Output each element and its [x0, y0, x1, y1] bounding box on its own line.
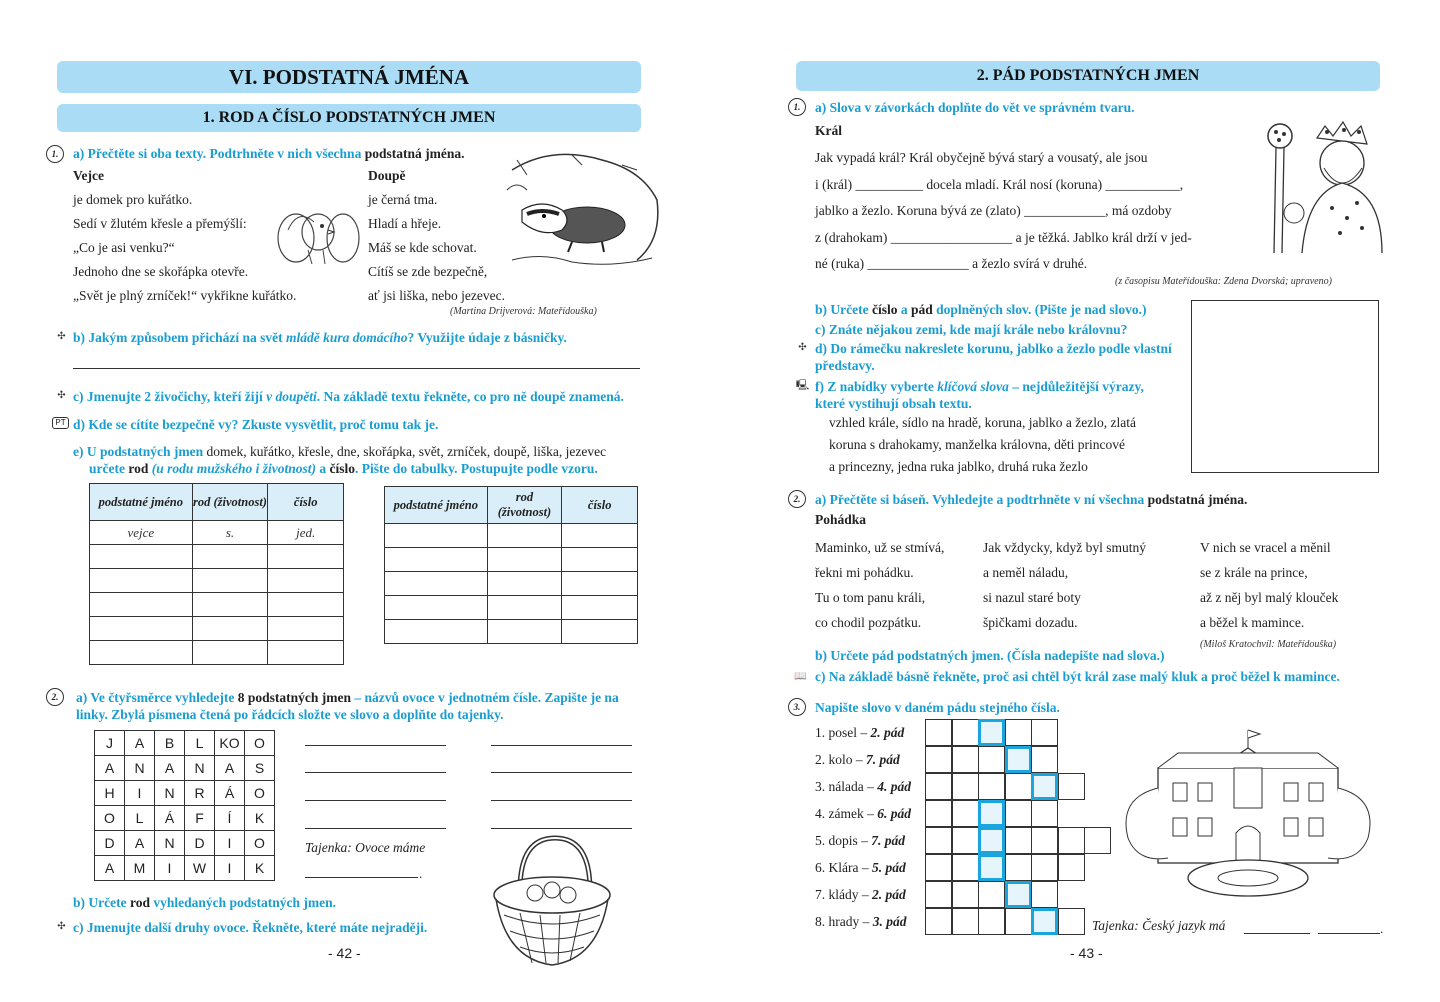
- crossword-cell[interactable]: [1058, 854, 1085, 881]
- task-1d: d) Do rámečku nakreslete korunu, jablko a žezlo podle vlastní představy.: [815, 341, 1172, 373]
- table-cell[interactable]: [192, 545, 268, 569]
- crossword-cell[interactable]: [925, 881, 952, 908]
- crossword-cell[interactable]: [1058, 827, 1085, 854]
- exercise-number: 3.: [788, 698, 806, 716]
- crossword-cell[interactable]: [952, 827, 979, 854]
- puzzle-icon: ✣: [57, 390, 66, 401]
- crossword-cell[interactable]: [1031, 854, 1058, 881]
- table-cell: vejce: [90, 521, 193, 545]
- crossword-secret-cell[interactable]: [1005, 881, 1032, 908]
- letter-cell[interactable]: O: [245, 831, 275, 856]
- story-line: Jak vypadá král? Král obyčejně bývá starý a vousatý, ale jsou: [815, 150, 1148, 165]
- exercise-number: 1.: [788, 98, 806, 116]
- table-cell: jed.: [268, 521, 344, 545]
- castle-illustration: [1118, 728, 1386, 903]
- crossword-cell[interactable]: [925, 800, 952, 827]
- table-cell[interactable]: [487, 596, 562, 620]
- crossword-cell[interactable]: [952, 908, 979, 935]
- letter-cell[interactable]: O: [245, 781, 275, 806]
- task-2c: c) Jmenujte další druhy ovoce. Řekněte, které máte nejraději.: [73, 920, 428, 935]
- crossword-cell[interactable]: [1005, 854, 1032, 881]
- crossword-cell[interactable]: [925, 773, 952, 800]
- crossword-secret-cell[interactable]: [1005, 746, 1032, 773]
- text-line: co chodil pozpátku.: [815, 615, 922, 630]
- letter-cell[interactable]: I: [215, 831, 245, 856]
- crossword-secret-cell[interactable]: [978, 827, 1005, 854]
- table-cell[interactable]: [268, 569, 344, 593]
- letter-cell[interactable]: D: [185, 831, 215, 856]
- answer-line[interactable]: [491, 745, 632, 746]
- crossword-cell[interactable]: [952, 746, 979, 773]
- table-cell[interactable]: [268, 593, 344, 617]
- letter-cell[interactable]: O: [245, 731, 275, 756]
- crossword-grid: [925, 719, 1125, 939]
- crossword-cell[interactable]: [1031, 827, 1058, 854]
- crossword-cell[interactable]: [1005, 827, 1032, 854]
- task-1b: b) Jakým způsobem přichází na svět mládě kura domácího? Využijte údaje z básničky.: [73, 330, 567, 345]
- text-line: Hladí a hřeje.: [368, 216, 442, 231]
- table-cell[interactable]: [487, 548, 562, 572]
- table-cell[interactable]: [562, 620, 638, 644]
- letter-cell[interactable]: A: [215, 756, 245, 781]
- crossword-cell[interactable]: [978, 773, 1005, 800]
- crossword-cell[interactable]: [1058, 908, 1085, 935]
- letter-cell[interactable]: A: [95, 756, 125, 781]
- letter-cell[interactable]: A: [125, 831, 155, 856]
- crossword-cell[interactable]: [925, 746, 952, 773]
- letter-cell[interactable]: K: [245, 856, 275, 881]
- text-line: Cítíš se zde bezpečně,: [368, 264, 488, 279]
- answer-line[interactable]: [305, 745, 446, 746]
- task-1c: c) Jmenujte 2 živočichy, kteří žijí v doupěti. Na základě textu řekněte, co pro ně doupě znamená.: [73, 389, 624, 404]
- puzzle-icon: ✣: [798, 342, 807, 353]
- answer-line[interactable]: [305, 800, 446, 801]
- task-2a: a) Ve čtyřsměrce vyhledejte 8 podstatných jmen – názvů ovoce v jednotném čísle. Zapište je na linky. Zbylá písmena čtená po řádcích složte ve slovo a doplňte do tajenky.: [76, 690, 619, 722]
- task-1c: c) Znáte nějakou zemi, kde mají krále nebo královnu?: [815, 322, 1128, 337]
- task-1a: a) Přečtěte si oba texty. Podtrhněte v nich všechna podstatná jména.: [73, 146, 465, 161]
- poem-column: [815, 535, 944, 635]
- period: .: [1380, 921, 1384, 936]
- table-cell[interactable]: [90, 617, 193, 641]
- keyword-list: [829, 412, 1136, 478]
- letter-cell[interactable]: O: [95, 806, 125, 831]
- text-line: V nich se vracel a měnil: [1200, 540, 1331, 555]
- answer-line[interactable]: [491, 828, 632, 829]
- crossword-cell[interactable]: [1031, 719, 1058, 746]
- table-header: rod (životnost): [192, 484, 268, 521]
- clue-word: 5. dopis –: [815, 833, 872, 848]
- text-line: je domek pro kuřátko.: [73, 192, 193, 207]
- story-title: Král: [815, 123, 842, 138]
- clue-word: 2. kolo –: [815, 752, 867, 767]
- letter-cell[interactable]: I: [125, 781, 155, 806]
- text-line: a princezny, jedna ruka jablko, druhá ruka žezlo: [829, 459, 1088, 474]
- puzzle-icon: ✣: [57, 331, 66, 342]
- text-line: a neměl náladu,: [983, 565, 1069, 580]
- poem-title: Vejce: [73, 168, 104, 183]
- crossword-cell[interactable]: [952, 800, 979, 827]
- crossword-cell[interactable]: [1058, 773, 1085, 800]
- word-list: [815, 719, 911, 935]
- crossword-secret-cell[interactable]: [978, 800, 1005, 827]
- crossword-clue: [815, 827, 911, 854]
- clue-case: 6. pád: [877, 806, 911, 821]
- crossword-cell[interactable]: [1084, 827, 1111, 854]
- table-header: podstatné jméno: [90, 484, 193, 521]
- story-line: z (drahokam) __________________ a je těžká. Jablko král drží v jed-: [815, 229, 1192, 245]
- table-header: číslo: [268, 484, 344, 521]
- puzzle-icon: ✣: [57, 921, 66, 932]
- tajenka-line[interactable]: [305, 877, 418, 878]
- section-title: 1. ROD A ČÍSLO PODSTATNÝCH JMEN: [57, 104, 641, 132]
- table-cell[interactable]: [268, 617, 344, 641]
- story-line: jablko a žezlo. Koruna bývá ze (zlato) ____________, má ozdoby: [815, 203, 1172, 218]
- task-1d: d) Kde se cítíte bezpečně vy? Zkuste vysvětlit, proč tomu tak je.: [73, 417, 439, 432]
- letter-cell[interactable]: F: [185, 806, 215, 831]
- crossword-cell[interactable]: [925, 854, 952, 881]
- crossword-cell[interactable]: [978, 908, 1005, 935]
- letter-cell[interactable]: Á: [215, 781, 245, 806]
- crossword-cell[interactable]: [1005, 908, 1032, 935]
- crossword-cell[interactable]: [952, 881, 979, 908]
- poem-text: [73, 188, 296, 308]
- page-title: 2. PÁD PODSTATNÝCH JMEN: [796, 61, 1380, 91]
- poem-title: Doupě: [368, 168, 406, 183]
- task-1f: f) Z nabídky vyberte klíčová slova – nejdůležitější výrazy, které vystihují obsah textu.: [815, 379, 1144, 411]
- letter-cell[interactable]: I: [215, 856, 245, 881]
- text-line: koruna s drahokamy, manželka královna, děti princové: [829, 437, 1126, 452]
- clue-case: 5. pád: [871, 860, 906, 875]
- computer-icon: 🖳: [795, 380, 810, 391]
- crossword-clue: [815, 854, 911, 881]
- crossword-clue: [815, 881, 911, 908]
- table-cell[interactable]: [487, 524, 562, 548]
- crossword-cell[interactable]: [1031, 746, 1058, 773]
- badger-illustration: [502, 150, 660, 270]
- answer-table: [89, 483, 344, 665]
- story-text: [815, 145, 1237, 278]
- chick-illustration: [268, 200, 363, 268]
- crossword-cell[interactable]: [925, 719, 952, 746]
- clue-case: 2. pád: [872, 887, 906, 902]
- task-3: Napište slovo v daném pádu stejného čísla.: [815, 700, 1060, 715]
- tajenka-line[interactable]: [1318, 933, 1380, 934]
- exercise-number: 1.: [46, 145, 64, 163]
- crossword-cell[interactable]: [952, 719, 979, 746]
- answer-line[interactable]: [491, 772, 632, 773]
- basket-illustration: [490, 835, 618, 970]
- story-line: né (ruka) _______________ a žezlo svírá v druhé.: [815, 256, 1088, 271]
- poem-text: [368, 188, 505, 308]
- poem-column: [983, 535, 1146, 635]
- letter-cell[interactable]: N: [155, 781, 185, 806]
- table-cell[interactable]: [385, 572, 488, 596]
- crossword-cell[interactable]: [1031, 800, 1058, 827]
- clue-word: 3. nálada –: [815, 779, 878, 794]
- text-line: a běžel k mamince.: [1200, 615, 1305, 630]
- clue-word: 8. hrady –: [815, 914, 873, 929]
- crossword-cell[interactable]: [925, 908, 952, 935]
- letter-cell[interactable]: N: [155, 831, 185, 856]
- story-line: i (král) __________ docela mladí. Král nosí (koruna) ___________,: [815, 176, 1184, 192]
- answer-line[interactable]: [305, 772, 446, 773]
- table-cell[interactable]: [487, 572, 562, 596]
- crossword-clue: [815, 773, 911, 800]
- task-1b: b) Určete číslo a pád doplněných slov. (Pište je nad slovo.): [815, 302, 1147, 317]
- task-2c: c) Na základě básně řekněte, proč asi chtěl být král zase malý kluk a proč běžel k mamince.: [815, 669, 1340, 684]
- exercise-number: 2.: [788, 490, 806, 508]
- text-line: špičkami dozadu.: [983, 615, 1078, 630]
- tajenka-label: Tajenka: Český jazyk má: [1092, 918, 1226, 933]
- source-citation: (Martina Drijverová: Mateřídouška): [450, 306, 597, 317]
- crossword-cell[interactable]: [1005, 719, 1032, 746]
- tajenka-line[interactable]: [1244, 933, 1310, 934]
- crossword-cell[interactable]: [1031, 881, 1058, 908]
- text-line: Sedí v žlutém křesle a přemýšlí:: [73, 216, 247, 231]
- text-line: až z něj byl malý klouček: [1200, 590, 1339, 605]
- clue-word: 6. Klára –: [815, 860, 872, 875]
- text-line: Máš se kde schovat.: [368, 240, 477, 255]
- page-number: - 43 -: [1070, 945, 1103, 961]
- text-line: Maminko, už se stmívá,: [815, 540, 945, 555]
- text-line: vzhled krále, sídlo na hradě, koruna, jablko a žezlo, zlatá: [829, 415, 1136, 430]
- text-line: Jak vždycky, když byl smutný: [983, 540, 1146, 555]
- table-cell[interactable]: [562, 524, 638, 548]
- task-1a: a) Slova v závorkách doplňte do vět ve správném tvaru.: [815, 100, 1135, 115]
- table-cell[interactable]: [385, 524, 488, 548]
- source-citation: (z časopisu Mateřídouška: Zdena Dvorská; upraveno): [1115, 276, 1332, 287]
- table-cell[interactable]: [562, 572, 638, 596]
- clue-case: 2. pád: [870, 725, 905, 740]
- tajenka-label: Tajenka: Ovoce máme: [305, 840, 426, 855]
- text-line: ať jsi liška, nebo jezevec.: [368, 288, 505, 303]
- word-search-grid: [94, 730, 275, 881]
- clue-word: 4. zámek –: [815, 806, 878, 821]
- drawing-frame[interactable]: [1191, 300, 1379, 473]
- table-cell[interactable]: [90, 545, 193, 569]
- table-header: rod (životnost): [487, 487, 562, 524]
- answer-line[interactable]: [491, 800, 632, 801]
- crossword-cell[interactable]: [1005, 773, 1032, 800]
- letter-cell[interactable]: A: [95, 856, 125, 881]
- clue-case: 7. pád: [871, 833, 906, 848]
- letter-cell[interactable]: K: [245, 806, 275, 831]
- table-cell[interactable]: [192, 617, 268, 641]
- table-cell[interactable]: [268, 641, 344, 665]
- letter-cell[interactable]: B: [155, 731, 185, 756]
- letter-cell[interactable]: L: [125, 806, 155, 831]
- text-line: „Svět je plný zrníček!“ vykřikne kuřátko.: [73, 288, 297, 303]
- clue-case: 4. pád: [877, 779, 911, 794]
- letter-cell[interactable]: I: [155, 856, 185, 881]
- letter-cell[interactable]: A: [155, 756, 185, 781]
- crossword-secret-cell[interactable]: [978, 719, 1005, 746]
- page-title: VI. PODSTATNÁ JMÉNA: [57, 61, 641, 93]
- crossword-clue: [815, 719, 911, 746]
- table-cell[interactable]: [90, 569, 193, 593]
- clue-case: 3. pád: [872, 914, 907, 929]
- table-cell[interactable]: [192, 641, 268, 665]
- table-cell[interactable]: [90, 641, 193, 665]
- crossword-clue: [815, 746, 911, 773]
- table-cell[interactable]: [268, 545, 344, 569]
- crossword-cell[interactable]: [925, 827, 952, 854]
- answer-line[interactable]: [73, 368, 640, 369]
- letter-cell[interactable]: W: [185, 856, 215, 881]
- crossword-cell[interactable]: [952, 773, 979, 800]
- table-cell[interactable]: [385, 548, 488, 572]
- crossword-cell[interactable]: [978, 881, 1005, 908]
- table-cell[interactable]: [385, 596, 488, 620]
- clue-case: 7. pád: [866, 752, 900, 767]
- crossword-clue: [815, 908, 911, 935]
- poem-title: Pohádka: [815, 512, 867, 527]
- task-2b: b) Určete rod vyhledaných podstatných jmen.: [73, 895, 337, 910]
- crossword-cell[interactable]: [952, 854, 979, 881]
- table-cell[interactable]: [192, 569, 268, 593]
- letter-cell[interactable]: A: [125, 731, 155, 756]
- crossword-cell[interactable]: [1005, 800, 1032, 827]
- letter-cell[interactable]: H: [95, 781, 125, 806]
- letter-cell[interactable]: D: [95, 831, 125, 856]
- letter-cell[interactable]: N: [125, 756, 155, 781]
- table-cell[interactable]: [487, 620, 562, 644]
- text-line: řekni mi pohádku.: [815, 565, 914, 580]
- answer-line[interactable]: [305, 828, 446, 829]
- text-line: „Co je asi venku?“: [73, 240, 175, 255]
- crossword-cell[interactable]: [978, 746, 1005, 773]
- king-illustration: [1262, 118, 1384, 263]
- task-2b: b) Určete pád podstatných jmen. (Čísla nadepište nad slova.): [815, 648, 1165, 663]
- table-cell[interactable]: [562, 548, 638, 572]
- source-citation: (Miloš Kratochvíl: Mateřídouška): [1200, 639, 1337, 650]
- table-cell[interactable]: [90, 593, 193, 617]
- table-cell[interactable]: [192, 593, 268, 617]
- letter-cell[interactable]: M: [125, 856, 155, 881]
- table-header: číslo: [562, 487, 638, 524]
- text-line: Tu o tom panu králi,: [815, 590, 926, 605]
- page-number: - 42 -: [328, 945, 361, 961]
- table-cell[interactable]: [562, 596, 638, 620]
- letter-cell[interactable]: N: [185, 756, 215, 781]
- table-cell: s.: [192, 521, 268, 545]
- letter-cell[interactable]: Í: [215, 806, 245, 831]
- answer-table: [384, 486, 638, 644]
- letter-cell[interactable]: L: [185, 731, 215, 756]
- crossword-secret-cell[interactable]: [978, 854, 1005, 881]
- crossword-secret-cell[interactable]: [1031, 773, 1058, 800]
- table-header: podstatné jméno: [385, 487, 488, 524]
- text-line: se z krále na prince,: [1200, 565, 1308, 580]
- table-cell[interactable]: [385, 620, 488, 644]
- clue-word: 7. klády –: [815, 887, 872, 902]
- letter-cell[interactable]: Á: [155, 806, 185, 831]
- poem-column: [1200, 535, 1338, 635]
- text-line: Jednoho dne se skořápka otevře.: [73, 264, 249, 279]
- exercise-number: 2.: [46, 688, 64, 706]
- letter-cell[interactable]: S: [245, 756, 275, 781]
- crossword-secret-cell[interactable]: [1031, 908, 1058, 935]
- pt-icon: PT: [52, 417, 69, 429]
- book-icon: 📖: [794, 671, 807, 682]
- text-line: je černá tma.: [368, 192, 438, 207]
- letter-cell[interactable]: J: [95, 731, 125, 756]
- task-2a: a) Přečtěte si báseň. Vyhledejte a podtrhněte v ní všechna podstatná jména.: [815, 492, 1248, 507]
- letter-cell[interactable]: KO: [215, 731, 245, 756]
- letter-cell[interactable]: R: [185, 781, 215, 806]
- period: .: [419, 866, 423, 881]
- task-1e: e) U podstatných jmen domek, kuřátko, křesle, dne, skořápka, svět, zrníček, doupě, liška, jezevec určete rod (u rodu mužského i životnost) a číslo. Pište do tabulky. Postupujte podle vzoru.: [73, 444, 607, 476]
- clue-word: 1. posel –: [815, 725, 871, 740]
- crossword-clue: [815, 800, 911, 827]
- text-line: si nazul staré boty: [983, 590, 1081, 605]
